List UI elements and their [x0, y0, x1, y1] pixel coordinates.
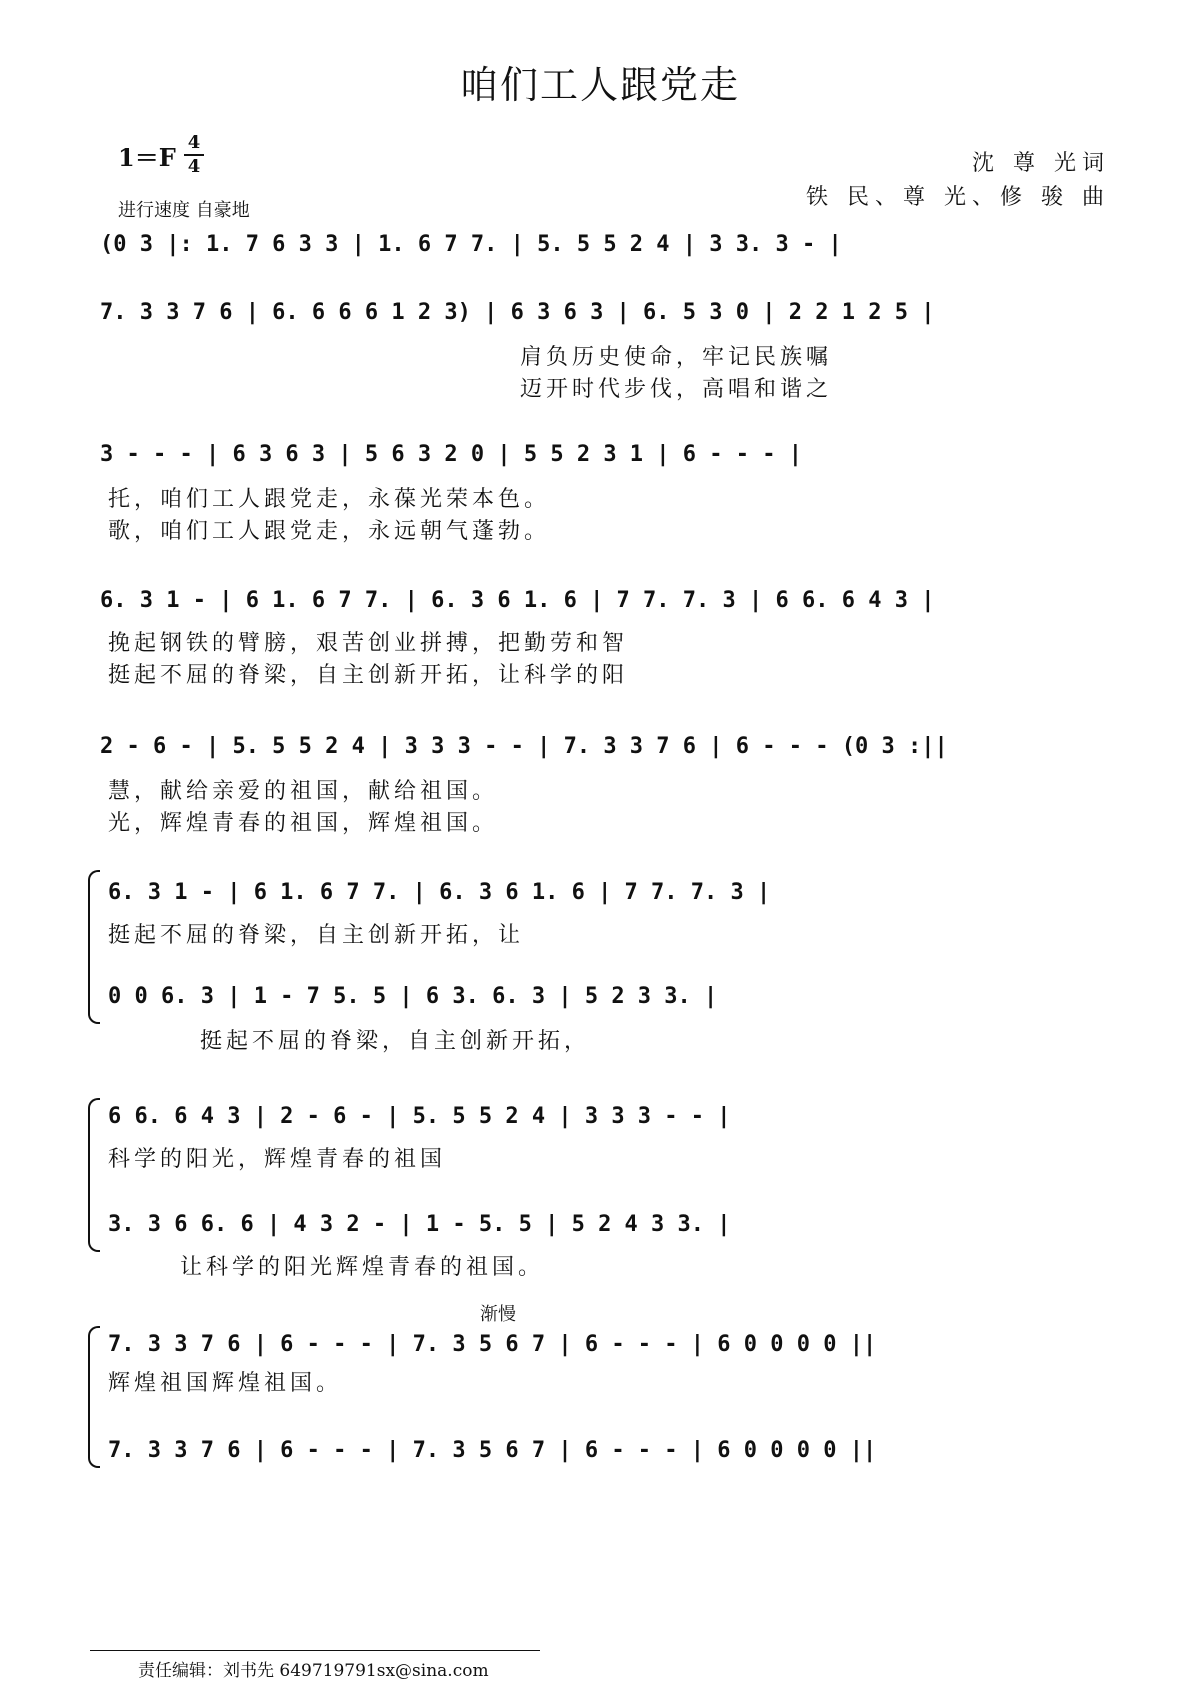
lyric-line-10: 辉煌祖国辉煌祖国。: [108, 1371, 343, 1396]
lyric-line-4a: 挽起钢铁的臂膀，艰苦创业拼搏，把勤劳和智: [108, 631, 629, 656]
footer-divider: [90, 1650, 540, 1651]
part-brace-2: [88, 1098, 100, 1252]
notation-line-7: 0 0 6. 3 | 1 - 7 5. 5 | 6 3. 6. 3 | 5 2 3 3. |: [108, 984, 718, 1009]
lyric-line-7: 挺起不屈的脊梁，自主创新开拓，: [200, 1029, 591, 1054]
lyric-line-9: 让科学的阳光辉煌青春的祖国。: [180, 1255, 545, 1280]
notation-line-4: 6. 3 1 - | 6 1. 6 7 7. | 6. 3 6 1. 6 | 7 7. 7. 3 | 6 6. 6 4 3 |: [100, 588, 935, 613]
notation-line-8: 6 6. 6 4 3 | 2 - 6 - | 5. 5 5 2 4 | 3 3 3 - - |: [108, 1104, 731, 1129]
composer-credit: 铁 民、尊 光、修 骏 曲: [806, 185, 1110, 210]
lyric-line-4b: 挺起不屈的脊梁，自主创新开拓，让科学的阳: [108, 663, 629, 688]
lyric-line-5b: 光，辉煌青春的祖国，辉煌祖国。: [108, 811, 499, 836]
footer-editor: 责任编辑：刘书先 649719791sx@sina.com: [138, 1661, 489, 1681]
lyric-line-2a: 肩负历史使命，牢记民族嘱: [520, 345, 833, 370]
lyric-line-5a: 慧，献给亲爱的祖国，献给祖国。: [108, 779, 499, 804]
notation-line-1: (0 3 |: 1. 7 6 3 3 | 1. 6 7 7. | 5. 5 5 2 4 | 3 3. 3 - |: [100, 232, 842, 257]
lyric-line-8: 科学的阳光，辉煌青春的祖国: [108, 1147, 447, 1172]
meter-bottom: 4: [187, 156, 201, 177]
part-brace-3: [88, 1326, 100, 1468]
notation-line-6: 6. 3 1 - | 6 1. 6 7 7. | 6. 3 6 1. 6 | 7 7. 7. 3 |: [108, 880, 771, 905]
notation-line-11: 7. 3 3 7 6 | 6 - - - | 7. 3 5 6 7 | 6 - - - | 6 0 0 0 0 ||: [108, 1438, 877, 1463]
notation-line-9: 3. 3 6 6. 6 | 4 3 2 - | 1 - 5. 5 | 5 2 4 3 3. |: [108, 1212, 731, 1237]
lyric-line-3b: 歌，咱们工人跟党走，永远朝气蓬勃。: [108, 519, 551, 544]
key-signature: 1＝F: [118, 143, 176, 172]
time-signature: [184, 132, 204, 178]
ritardando-marking: 渐慢: [480, 1304, 516, 1325]
notation-line-3: 3 - - - | 6 3 6 3 | 5 6 3 2 0 | 5 5 2 3 1 | 6 - - - |: [100, 442, 802, 467]
meter-top: 4: [187, 132, 201, 153]
lyricist-credit: 沈 尊 光词: [972, 151, 1110, 176]
notation-line-10: 7. 3 3 7 6 | 6 - - - | 7. 3 5 6 7 | 6 - - - | 6 0 0 0 0 ||: [108, 1332, 877, 1357]
notation-line-2: 7. 3 3 7 6 | 6. 6 6 6 1 2 3) | 6 3 6 3 | 6. 5 3 0 | 2 2 1 2 5 |: [100, 300, 935, 325]
notation-line-5: 2 - 6 - | 5. 5 5 2 4 | 3 3 3 - - | 7. 3 3 7 6 | 6 - - - (0 3 :||: [100, 734, 948, 759]
page-title: 咱们工人跟党走: [459, 63, 740, 107]
lyric-line-3a: 托，咱们工人跟党走，永葆光荣本色。: [108, 487, 551, 512]
lyric-line-2b: 迈开时代步伐，高唱和谐之: [520, 377, 833, 402]
part-brace-1: [88, 870, 100, 1024]
lyric-line-6: 挺起不屈的脊梁，自主创新开拓，让: [108, 923, 525, 948]
tempo-marking: 进行速度 自豪地: [118, 200, 250, 221]
